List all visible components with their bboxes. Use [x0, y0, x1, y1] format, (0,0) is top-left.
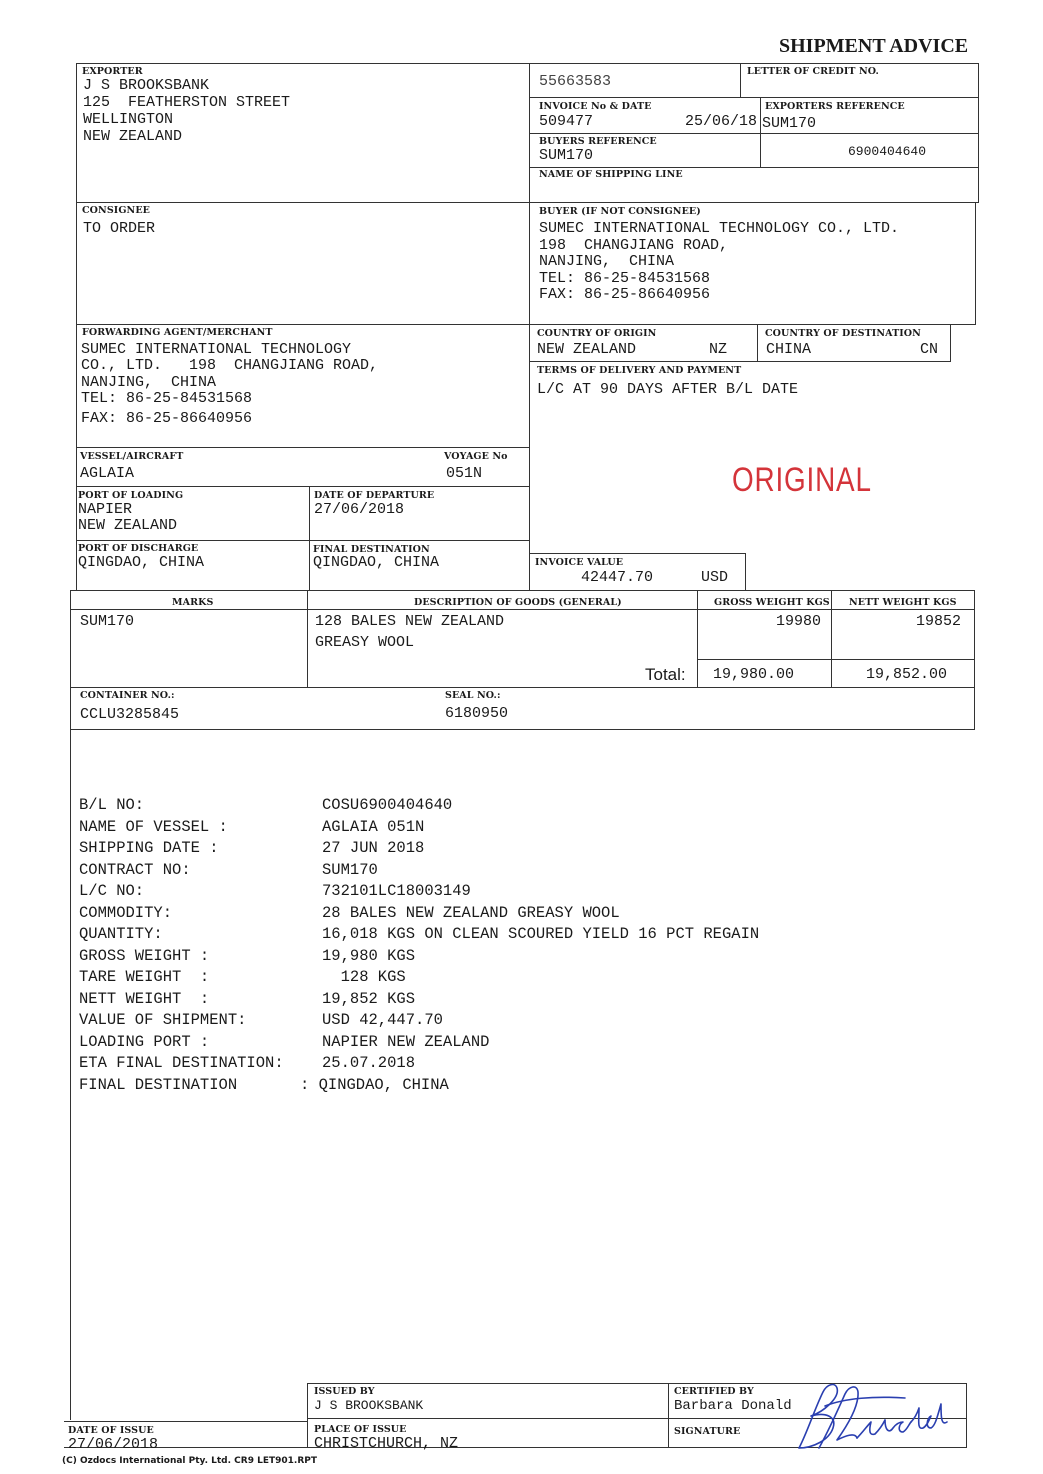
- container-label: CONTAINER NO.:: [80, 690, 175, 701]
- forwarding-agent-label: FORWARDING AGENT/MERCHANT: [82, 327, 273, 338]
- detail-value: 19,852 KGS: [322, 989, 416, 1008]
- buyer-line: TEL: 86-25-84531568: [539, 270, 711, 287]
- vessel-label: VESSEL/AIRCRAFT: [80, 451, 184, 462]
- gross-weight-header: GROSS WEIGHT KGS: [714, 597, 830, 608]
- terms-label: TERMS OF DELIVERY AND PAYMENT: [537, 365, 742, 376]
- exporter-line: NEW ZEALAND: [83, 128, 183, 145]
- port-of-discharge-value: QINGDAO, CHINA: [78, 554, 205, 571]
- detail-key: NETT WEIGHT :: [79, 989, 210, 1008]
- buyers-reference-extra: 6900404640: [848, 144, 927, 159]
- buyer-line: 198 CHANGJIANG ROAD,: [539, 237, 729, 254]
- detail-key: CONTRACT NO:: [79, 860, 191, 879]
- detail-key: COMMODITY:: [79, 903, 173, 922]
- vessel-value: AGLAIA: [80, 465, 135, 482]
- container-value: CCLU3285845: [80, 706, 180, 723]
- exporters-reference-value: SUM170: [762, 115, 817, 132]
- detail-value: 16,018 KGS ON CLEAN SCOURED YIELD 16 PCT REGAIN: [322, 925, 760, 943]
- description-line: GREASY WOOL: [315, 634, 415, 651]
- port-of-loading-line: NAPIER: [78, 501, 133, 518]
- invoice-value-label: INVOICE VALUE: [535, 557, 624, 568]
- date-of-issue-label: DATE OF ISSUE: [68, 1425, 154, 1436]
- detail-value: COSU6900404640: [322, 796, 453, 814]
- details-keys: [79, 795, 284, 1096]
- buyer-line: SUMEC INTERNATIONAL TECHNOLOGY CO., LTD.: [539, 220, 900, 237]
- forwarding-agent-line: CO., LTD. 198 CHANGJIANG ROAD,: [81, 357, 379, 374]
- date-of-departure-label: DATE OF DEPARTURE: [314, 490, 435, 501]
- place-of-issue-value: CHRISTCHURCH, NZ: [314, 1435, 459, 1452]
- seal-value: 6180950: [445, 705, 509, 722]
- consignee-label: CONSIGNEE: [82, 205, 151, 216]
- exporters-reference-label: EXPORTERS REFERENCE: [765, 101, 905, 112]
- date-of-departure-value: 27/06/2018: [314, 501, 405, 518]
- buyers-reference-value: SUM170: [539, 147, 594, 164]
- original-stamp: ORIGINAL: [732, 461, 872, 499]
- details-values: [300, 795, 760, 1096]
- certified-by-label: CERTIFIED BY: [674, 1386, 754, 1397]
- total-label: Total:: [645, 665, 686, 684]
- detail-value: USD 42,447.70: [322, 1011, 443, 1029]
- port-of-loading-label: PORT OF LOADING: [78, 490, 184, 501]
- detail-key: TARE WEIGHT :: [79, 968, 210, 986]
- detail-key: FINAL DESTINATION: [79, 1075, 238, 1094]
- description-header: DESCRIPTION OF GOODS (GENERAL): [414, 597, 622, 608]
- invoice-number: 509477: [539, 113, 594, 130]
- exporter-label: EXPORTER: [82, 66, 143, 77]
- description-line: 128 BALES NEW ZEALAND: [315, 613, 505, 630]
- country-of-destination-value: CHINA: [766, 341, 812, 358]
- detail-key: L/C NO:: [79, 882, 145, 900]
- issued-by-value: J S BROOKSBANK: [314, 1398, 424, 1413]
- country-of-origin-code: NZ: [709, 341, 728, 358]
- voyage-value: 051N: [446, 465, 483, 482]
- detail-key: QUANTITY:: [79, 925, 163, 943]
- detail-key: LOADING PORT :: [79, 1032, 210, 1051]
- shipping-line-label: NAME OF SHIPPING LINE: [539, 169, 683, 180]
- exporter-line: 125 FEATHERSTON STREET: [83, 94, 291, 111]
- port-of-loading-line: NEW ZEALAND: [78, 517, 178, 534]
- country-of-destination-label: COUNTRY OF DESTINATION: [765, 328, 921, 339]
- nett-weight-value: 19852: [916, 613, 962, 630]
- voyage-label: VOYAGE No: [444, 451, 508, 462]
- issued-by-label: ISSUED BY: [314, 1386, 375, 1397]
- detail-value: 28 BALES NEW ZEALAND GREASY WOOL: [322, 903, 620, 922]
- handwritten-signature: [785, 1378, 955, 1454]
- invoice-value-amount: 42447.70: [581, 569, 654, 586]
- forwarding-agent-line: FAX: 86-25-86640956: [81, 410, 253, 427]
- detail-value: 19,980 KGS: [322, 946, 416, 965]
- gross-weight-value: 19980: [776, 613, 822, 630]
- forwarding-agent-line: TEL: 86-25-84531568: [81, 390, 253, 407]
- detail-value: SUM170: [322, 860, 378, 879]
- nett-weight-header: NETT WEIGHT KGS: [849, 597, 957, 608]
- detail-value: : QINGDAO, CHINA: [300, 1075, 449, 1094]
- country-of-origin-label: COUNTRY OF ORIGIN: [537, 328, 657, 339]
- detail-value: 27 JUN 2018: [322, 839, 425, 857]
- country-of-origin-value: NEW ZEALAND: [537, 341, 637, 358]
- consignee-value: TO ORDER: [83, 220, 156, 237]
- date-of-issue-value: 27/06/2018: [68, 1436, 159, 1453]
- final-destination-value: QINGDAO, CHINA: [313, 554, 440, 571]
- seal-label: SEAL NO.:: [445, 690, 501, 701]
- total-gross: 19,980.00: [713, 666, 795, 683]
- detail-value: 128 KGS: [322, 968, 406, 986]
- place-of-issue-label: PLACE OF ISSUE: [314, 1424, 407, 1435]
- buyer-label: BUYER (IF NOT CONSIGNEE): [539, 206, 701, 217]
- invoice-value-currency: USD: [701, 569, 729, 586]
- forwarding-agent-line: NANJING, CHINA: [81, 374, 217, 391]
- port-of-discharge-label: PORT OF DISCHARGE: [78, 543, 199, 554]
- page-title: SHIPMENT ADVICE: [779, 35, 969, 57]
- detail-key: GROSS WEIGHT :: [79, 946, 210, 965]
- forwarding-agent-line: SUMEC INTERNATIONAL TECHNOLOGY: [81, 341, 352, 358]
- detail-value: NAPIER NEW ZEALAND: [322, 1032, 490, 1051]
- detail-key: ETA FINAL DESTINATION:: [79, 1054, 284, 1072]
- document-number: 55663583: [539, 73, 612, 90]
- footer-copyright: (C) Ozdocs International Pty. Ltd. CR9 LET901.RPT: [62, 1456, 318, 1466]
- final-destination-label: FINAL DESTINATION: [313, 544, 430, 555]
- buyer-line: FAX: 86-25-86640956: [539, 286, 711, 303]
- country-of-destination-code: CN: [920, 341, 939, 358]
- detail-value: 25.07.2018: [322, 1054, 416, 1072]
- detail-key: B/L NO:: [79, 796, 145, 814]
- letter-of-credit-label: LETTER OF CREDIT NO.: [747, 66, 879, 77]
- exporter-line: J S BROOKSBANK: [83, 77, 210, 94]
- buyer-line: NANJING, CHINA: [539, 253, 675, 270]
- total-nett: 19,852.00: [866, 666, 948, 683]
- certified-by-value: Barbara Donald: [674, 1398, 792, 1414]
- exporter-line: WELLINGTON: [83, 111, 174, 128]
- detail-key: VALUE OF SHIPMENT:: [79, 1011, 247, 1029]
- detail-key: NAME OF VESSEL :: [79, 817, 228, 836]
- signature-label: SIGNATURE: [674, 1426, 741, 1437]
- marks-header: MARKS: [172, 597, 214, 608]
- invoice-label: INVOICE No & DATE: [539, 101, 652, 112]
- invoice-date: 25/06/18: [685, 113, 758, 130]
- marks-value: SUM170: [80, 613, 135, 630]
- detail-value: AGLAIA 051N: [322, 817, 425, 836]
- buyers-reference-label: BUYERS REFERENCE: [539, 136, 657, 147]
- detail-value: 732101LC18003149: [322, 882, 471, 900]
- terms-value: L/C AT 90 DAYS AFTER B/L DATE: [537, 381, 799, 398]
- detail-key: SHIPPING DATE :: [79, 839, 219, 857]
